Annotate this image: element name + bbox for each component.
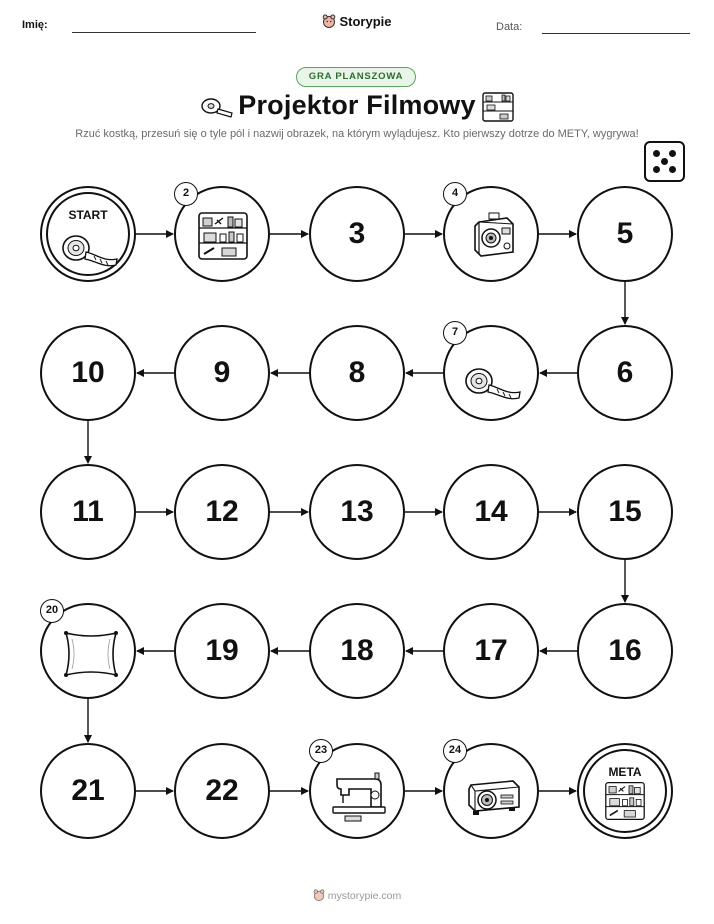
name-label: Imię: bbox=[22, 19, 48, 31]
board-cell-7 bbox=[443, 325, 539, 421]
cell-number: 22 bbox=[205, 774, 239, 807]
start-label: START bbox=[68, 208, 108, 222]
cell-number: 21 bbox=[71, 774, 105, 807]
cell-number: 5 bbox=[616, 217, 634, 250]
board-cell-23 bbox=[309, 743, 405, 839]
instructions: Rzuć kostką, przesuń się o tyle pól i nazwij obrazek, na którym wylądujesz. Kto pierwszy dotrze do METY, wygrywa! bbox=[75, 128, 639, 140]
brand-name: Storypie bbox=[339, 14, 392, 29]
cell-number: 8 bbox=[348, 356, 366, 389]
board-cell-3 bbox=[309, 186, 405, 282]
cell-number: 6 bbox=[616, 356, 634, 389]
board-cell-11 bbox=[40, 464, 136, 560]
board-cell-10 bbox=[40, 325, 136, 421]
cell-number: 11 bbox=[72, 495, 104, 528]
cell-number: 14 bbox=[474, 495, 508, 528]
board-cell-14 bbox=[443, 464, 539, 560]
footer-url: mystorypie.com bbox=[327, 890, 402, 902]
cell-number-badge: 24 bbox=[443, 739, 467, 763]
cell-number: 15 bbox=[608, 495, 642, 528]
cell-number-badge: 7 bbox=[443, 321, 467, 345]
cell-number: 13 bbox=[340, 495, 374, 528]
board-cell-12 bbox=[174, 464, 270, 560]
board-cell-9 bbox=[174, 325, 270, 421]
cell-number-badge: 20 bbox=[40, 599, 64, 623]
cell-number-badge: 23 bbox=[309, 739, 333, 763]
game-type-tag: GRA PLANSZOWA bbox=[296, 67, 416, 87]
board-cell-2 bbox=[174, 186, 270, 282]
board-cell-19 bbox=[174, 603, 270, 699]
film-reel-icon bbox=[42, 188, 134, 280]
board-cell-5 bbox=[577, 186, 673, 282]
board-cell-18 bbox=[309, 603, 405, 699]
board-cell-20 bbox=[40, 603, 136, 699]
cell-number: 17 bbox=[474, 634, 508, 667]
cell-number: 9 bbox=[213, 356, 231, 389]
storypie-logo-icon bbox=[313, 889, 325, 901]
cell-number: 12 bbox=[205, 495, 239, 528]
start-cell bbox=[40, 186, 136, 282]
cell-number: 18 bbox=[340, 634, 374, 667]
board-cell-15 bbox=[577, 464, 673, 560]
finish-cell bbox=[577, 743, 673, 839]
workshop-shelf-icon bbox=[579, 745, 671, 837]
cell-number: 3 bbox=[348, 217, 366, 250]
cell-number: 19 bbox=[205, 634, 239, 667]
cell-number: 16 bbox=[608, 634, 642, 667]
board-cell-22 bbox=[174, 743, 270, 839]
board-cell-16 bbox=[577, 603, 673, 699]
board-cell-4 bbox=[443, 186, 539, 282]
date-label: Data: bbox=[496, 21, 523, 33]
board-cell-8 bbox=[309, 325, 405, 421]
board-cell-17 bbox=[443, 603, 539, 699]
board-cell-13 bbox=[309, 464, 405, 560]
board-cell-21 bbox=[40, 743, 136, 839]
finish-label: META bbox=[608, 765, 642, 779]
page-title: Projektor Filmowy bbox=[238, 90, 476, 120]
cell-number-badge: 2 bbox=[174, 182, 198, 206]
cell-number-badge: 4 bbox=[443, 182, 467, 206]
board-cell-6 bbox=[577, 325, 673, 421]
footer bbox=[0, 889, 714, 902]
board-cell-24 bbox=[443, 743, 539, 839]
cell-number: 10 bbox=[71, 356, 105, 389]
